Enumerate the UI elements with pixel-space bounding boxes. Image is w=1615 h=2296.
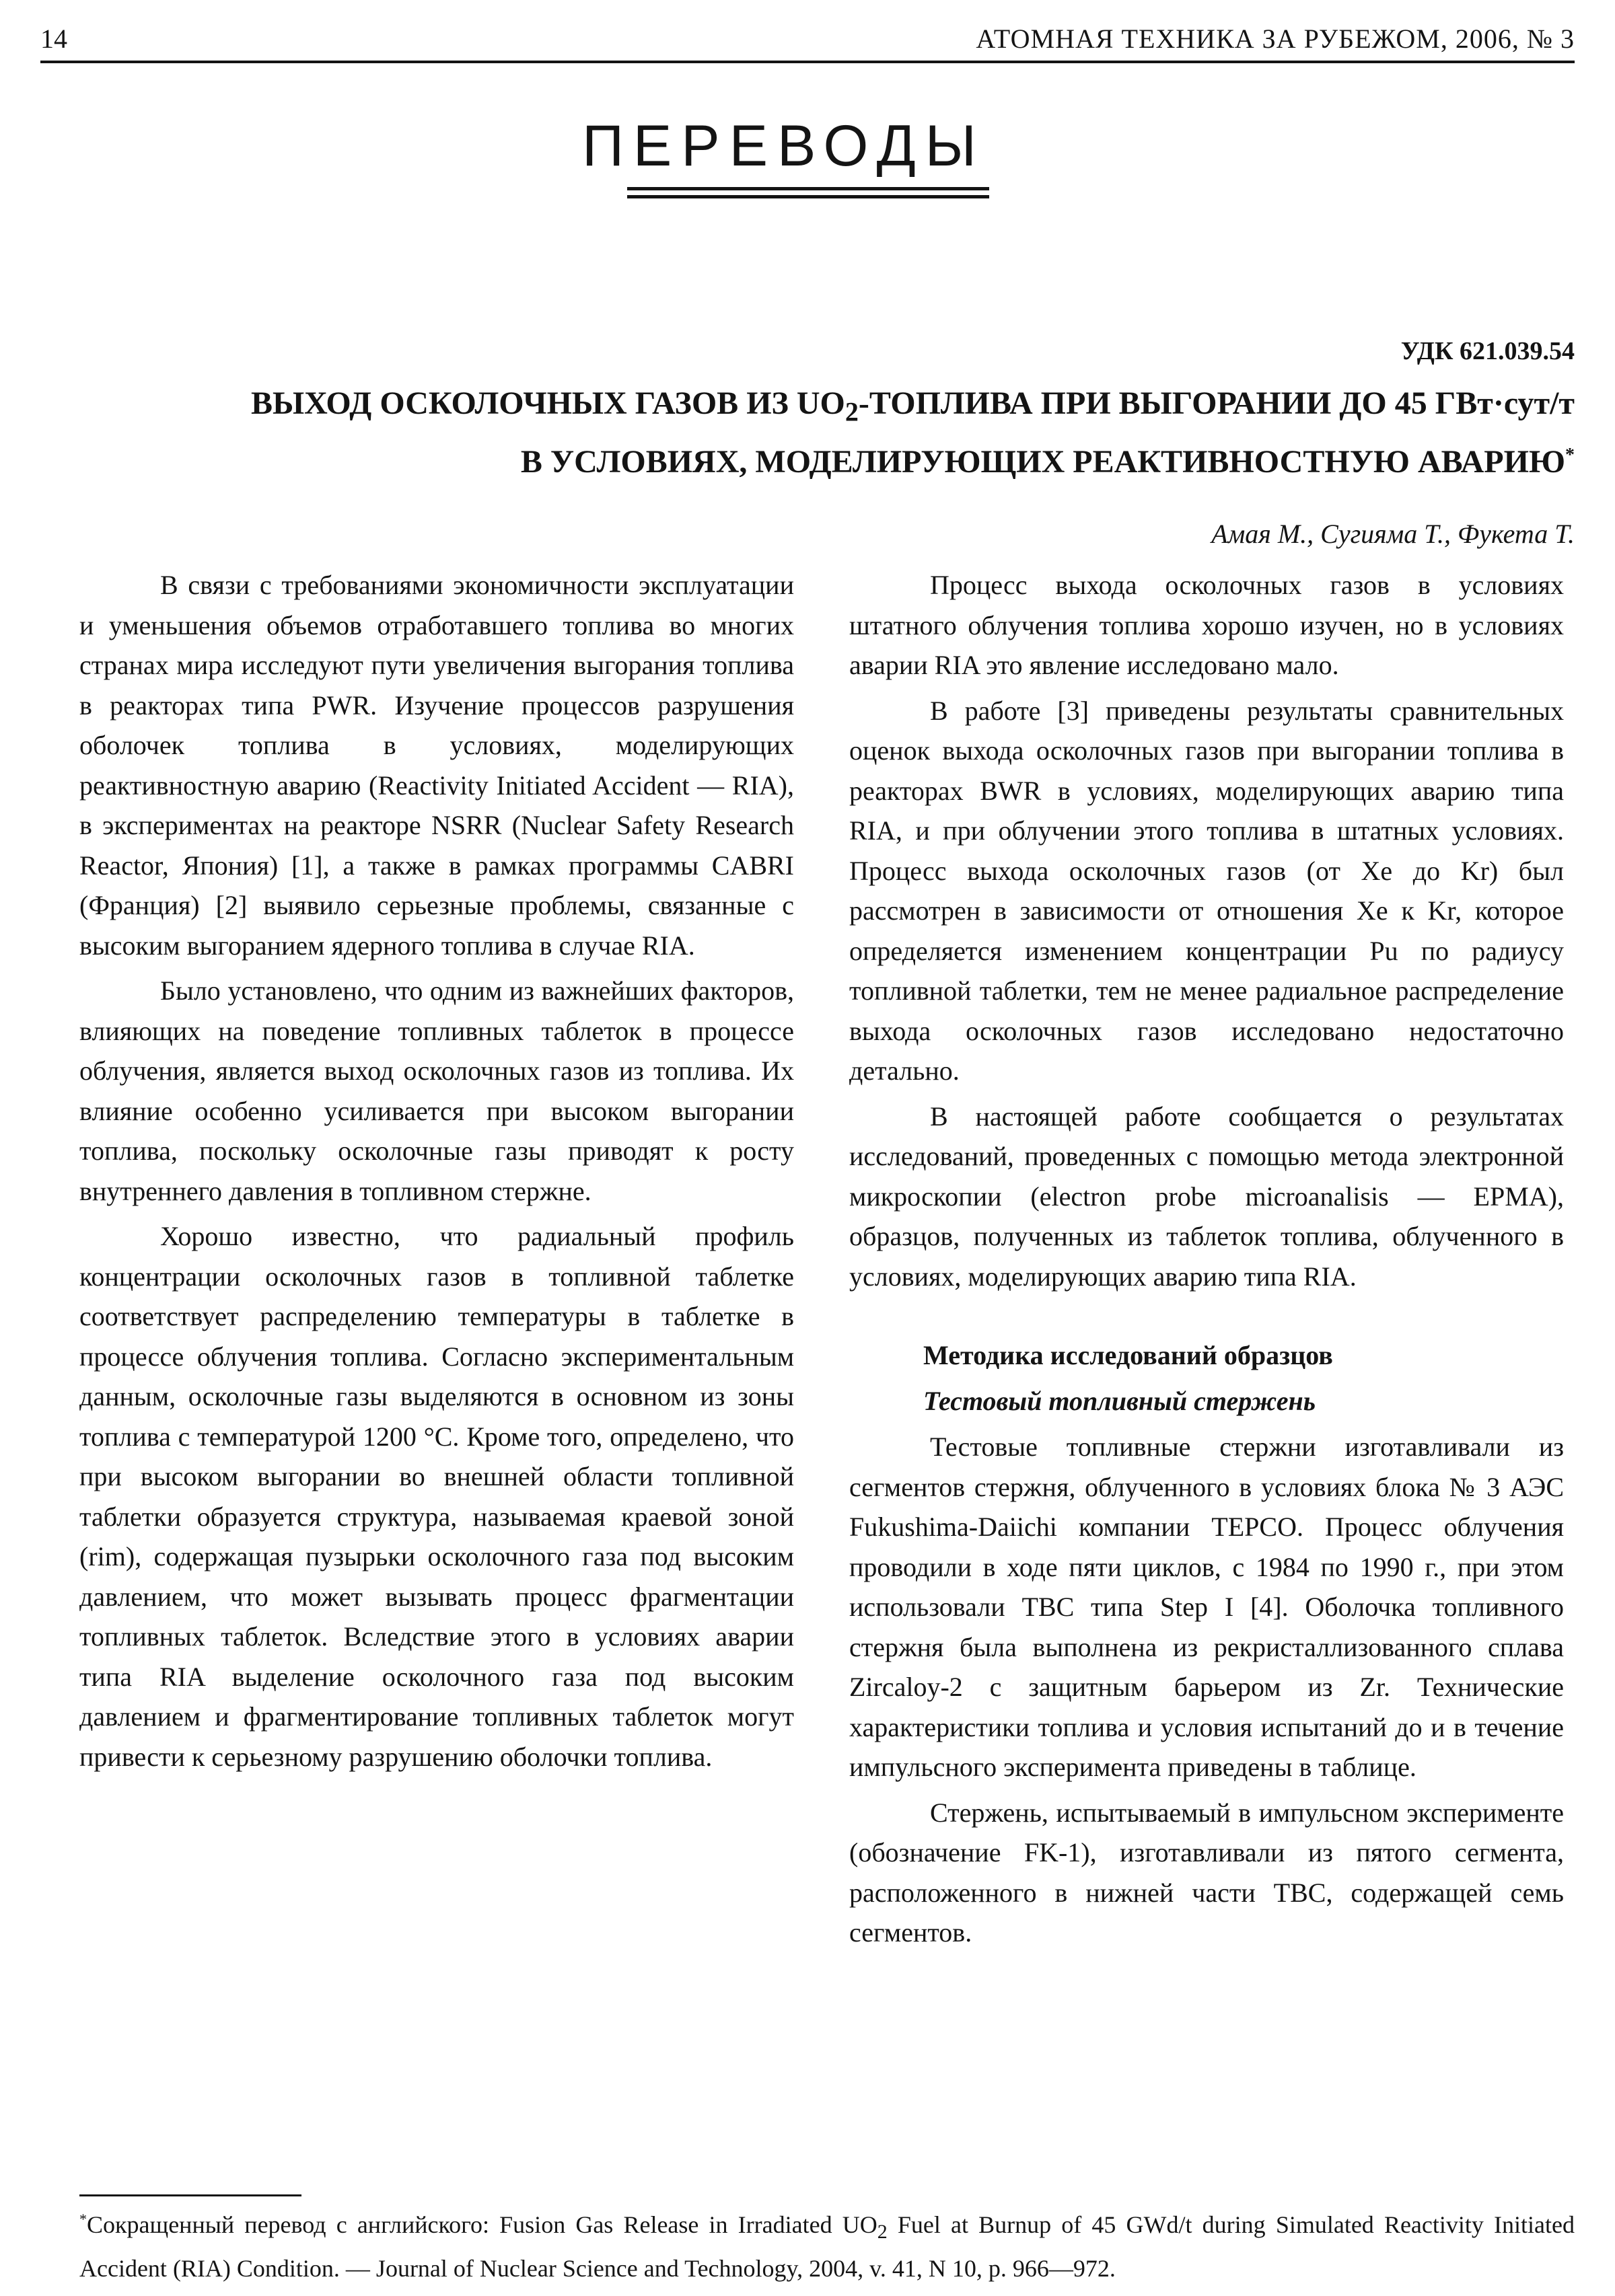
paragraph: Процесс выхода осколочных газов в условиях штатного облучения топлива хорошо изучен, но в условиях аварии RIA это явление исследовано мало. <box>849 570 1564 680</box>
right-column <box>849 565 1564 1953</box>
article-title-line-2: В УСЛОВИЯХ, МОДЕЛИРУЮЩИХ РЕАКТИВНОСТНУЮ АВАРИЮ* <box>520 443 1575 480</box>
paragraph: В настоящей работе сообщается о результатах исследований, проведенных с помощью метода электронной микроскопии (electron probe microanalisis — EPMA), образцов, полученных из таблеток топлива, облученного в условиях, моделирующих аварию типа RIA. <box>849 1101 1564 1292</box>
paragraph: В связи с требованиями экономичности эксплуатации и уменьшения объемов отработавшего топлива во многих странах мира исследуют пути увеличения выгорания топлива в реакторах типа PWR. Изучение процессов разрушения оболочек топлива в условиях, моделирующих реактивностную аварию (Reactivity Initiated Accident — RIA), в экспериментах на реакторе NSRR (Nuclear Safety Research Reactor, Япония) [1], а также в рамках программы CABRI (Франция) [2] выявило серьезные проблемы, связанные с высоким выгоранием ядерного топлива в случае RIA. <box>79 570 794 961</box>
paragraph: Тестовые топливные стержни изготавливали из сегментов стержня, облученного в условиях блока № 3 АЭС Fukushima-Daiichi компании TEPCO. Процесс облучения проводили в ходе пяти циклов, с 1984 по 1990 г., при этом использовали ТВС типа Step I [4]. Оболочка топливного стержня была выполнена из рекристаллизованного сплава Zircaloy-2 с защитным барьером из Zr. Технические характеристики топлива и условия испытаний до и в течение импульсного эксперимента приведены в таблице. <box>849 1432 1564 1782</box>
section-title-underline <box>627 187 989 190</box>
article-authors: Амая М., Сугияма Т., Фукета Т. <box>1211 519 1575 549</box>
journal-running-title: АТОМНАЯ ТЕХНИКА ЗА РУБЕЖОМ, 2006, № 3 <box>976 24 1575 54</box>
footnote-mark: * <box>79 2211 87 2227</box>
footnote-rule <box>79 2194 301 2196</box>
subsection-heading: Тестовый топливный стержень <box>923 1386 1316 1416</box>
footnote: *Сокращенный перевод с английского: Fusion Gas Release in Irradiated $UO_2$ Fuel at Burnup of 45 GWd/t during Simulated Reactivity Initiated Accident (RIA) Condition. — Journal of Nuclear Science and Technology, 2004, v. 41, N 10, p. 966—972. <box>79 2211 1575 2283</box>
section-title-underline-second <box>627 195 989 198</box>
page-header <box>40 23 1575 63</box>
paragraph: В работе [3] приведены результаты сравнительных оценок выхода осколочных газов при выгорании топлива в реакторах BWR в условиях, моделирующих аварию типа RIA, и при облучении этого топлива в штатных условиях. Процесс выхода осколочных газов (от Хе до Kr) был рассмотрен в зависимости от отношения Хе к Kr, которое определяется изменением концентрации Pu по радиусу топливной таблетки, тем не менее радиальное распределение выхода осколочных газов исследовано недостаточно детально. <box>849 695 1564 1086</box>
article-title-line-1: ВЫХОД ОСКОЛОЧНЫХ ГАЗОВ ИЗ $UO_2$-ТОПЛИВА ПРИ ВЫГОРАНИИ ДО 45 ГВт·сут/т <box>250 385 1575 427</box>
paragraph: Хорошо известно, что радиальный профиль концентрации осколочных газов в топливной таблетке соответствует распределению температуры в таблетке в процессе облучения топлива. Согласно экспериментальным данным, осколочные газы выделяются в основном из зоны топлива с температурой 1200 °С. Кроме того, определено, что при высоком выгорании во внешней области топливной таблетки образуется структура, называемая краевой зоной (rim), содержащая пузырьки осколочного газа под высоким давлением, что может вызывать процесс фрагментации топливных таблеток. Вследствие этого в условиях аварии типа RIA выделение осколочного газа под высоким давлением и фрагментирование топливных таблеток могут привести к серьезному разрушению оболочки топлива. <box>79 1221 794 1772</box>
section-title: ПЕРЕВОДЫ <box>582 114 986 178</box>
udc-code: УДК 621.039.54 <box>1400 337 1575 365</box>
section-heading: Методика исследований образцов <box>923 1340 1333 1370</box>
article-title <box>27 382 1575 484</box>
header-rule <box>40 61 1575 63</box>
footnote-marker: * <box>1565 444 1575 466</box>
page-number: 14 <box>40 24 67 54</box>
left-column <box>79 565 794 1777</box>
paragraph: Было установлено, что одним из важнейших факторов, влияющих на поведение топливных таблеток в процессе облучения, является выход осколочных газов из топлива. Их влияние особенно усиливается при высоком выгорании топлива, поскольку осколочные газы приводят к росту внутреннего давления в топливном стержне. <box>79 975 794 1206</box>
paragraph: Стержень, испытываемый в импульсном эксперименте (обозначение FK-1), изготавливали из пятого сегмента, расположенного в нижней части ТВС, содержащей семь сегментов. <box>849 1797 1564 1948</box>
